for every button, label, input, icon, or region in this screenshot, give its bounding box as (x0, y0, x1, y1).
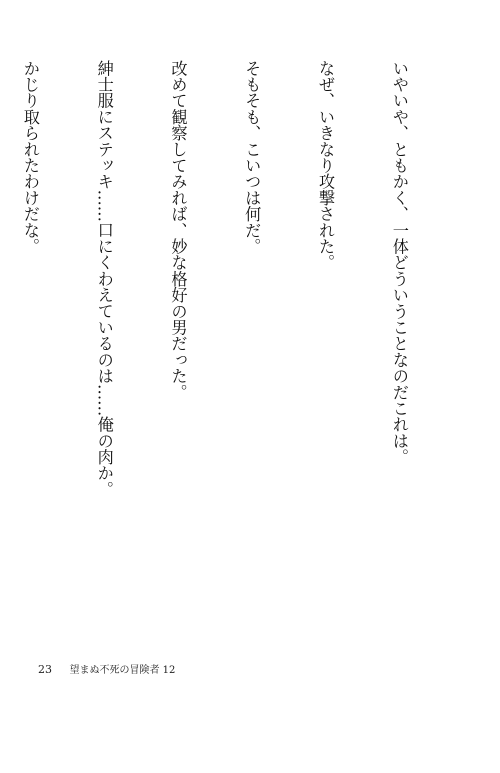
text-line: そもそも、こいつは何だ。 (242, 60, 262, 255)
text-line: なぜ、いきなり攻撃された。 (316, 60, 336, 271)
page-number: 23 (38, 663, 52, 676)
vertical-body-text (20, 60, 460, 640)
page-footer (38, 662, 175, 678)
running-title: 望まぬ不死の冒険者 12 (69, 665, 176, 676)
text-line: 紳士服にステッキ……口にくわえているのは……俺の肉か。 (94, 60, 114, 498)
text-line: 改めて観察してみれば、妙な格好の男だった。 (168, 60, 188, 401)
text-line: かじり取られたわけだな。 (20, 60, 40, 255)
text-line: いやいや、ともかく、一体どういうことなのだこれは。 (389, 60, 409, 465)
